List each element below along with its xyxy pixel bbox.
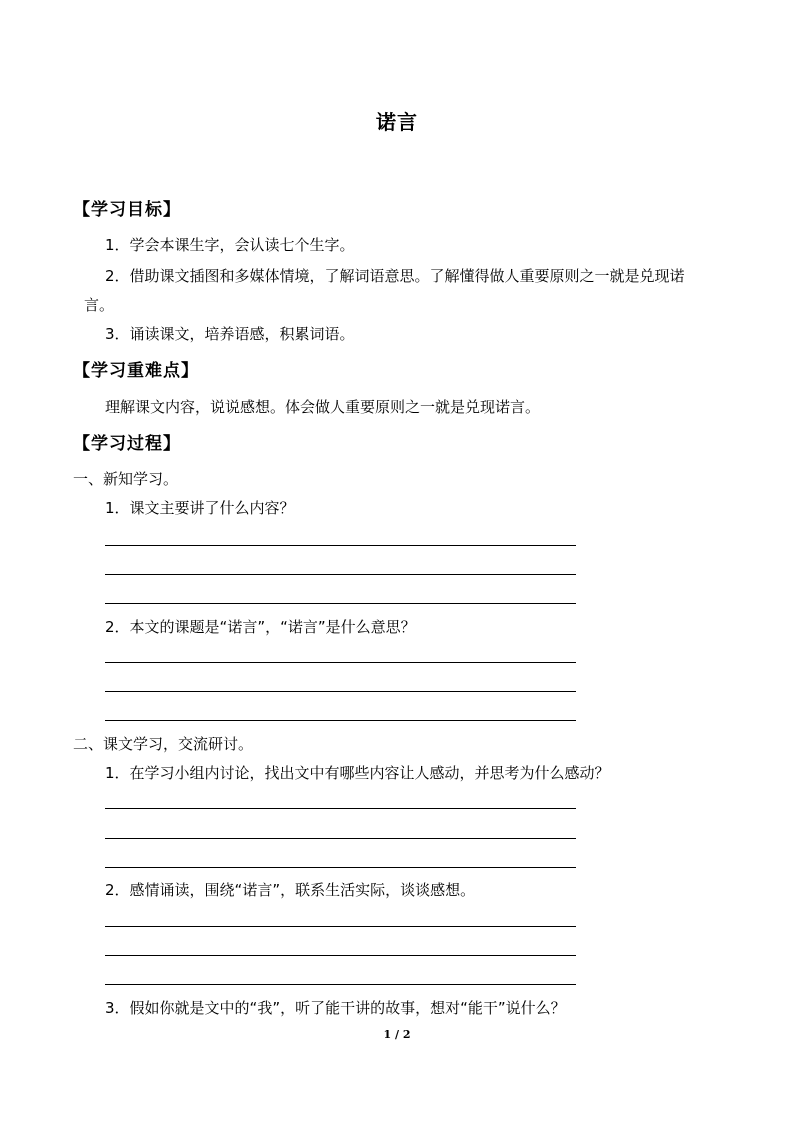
section-heading-key-points: 【学习重难点】 — [73, 361, 199, 381]
answer-line[interactable] — [105, 867, 576, 868]
answer-line[interactable] — [105, 720, 576, 721]
goal-item-2-continued: 言。 — [84, 296, 115, 314]
answer-line[interactable] — [105, 662, 576, 663]
key-points-text: 理解课文内容，说说感想。体会做人重要原则之一就是兑现诺言。 — [105, 398, 541, 416]
part2-question-3: 3．假如你就是文中的“我”，听了能干讲的故事，想对“能干”说什么？ — [105, 999, 566, 1017]
part2-question-2: 2．感情诵读，围绕“诺言”，联系生活实际，谈谈感想。 — [105, 881, 476, 899]
answer-line[interactable] — [105, 603, 576, 604]
goal-item-1: 1．学会本课生字，会认读七个生字。 — [105, 236, 355, 254]
goal-item-3: 3．诵读课文，培养语感，积累词语。 — [105, 325, 355, 343]
answer-line[interactable] — [105, 838, 576, 839]
part1-question-1: 1．课文主要讲了什么内容？ — [105, 499, 295, 517]
answer-line[interactable] — [105, 926, 576, 927]
answer-line[interactable] — [105, 574, 576, 575]
answer-line[interactable] — [105, 691, 576, 692]
section-heading-process: 【学习过程】 — [73, 434, 181, 454]
goal-item-2: 2．借助课文插图和多媒体情境，了解词语意思。了解懂得做人重要原则之一就是兑现诺 — [105, 267, 685, 285]
answer-line[interactable] — [105, 808, 576, 809]
page-number: 1 / 2 — [383, 1028, 411, 1041]
section-heading-goals: 【学习目标】 — [73, 200, 181, 220]
part2-question-1: 1．在学习小组内讨论，找出文中有哪些内容让人感动，并思考为什么感动？ — [105, 764, 610, 782]
page-title: 诺言 — [376, 110, 418, 134]
answer-line[interactable] — [105, 984, 576, 985]
part1-title: 一、新知学习。 — [73, 470, 179, 488]
part1-question-2: 2．本文的课题是“诺言”，“诺言”是什么意思？ — [105, 618, 416, 636]
answer-line[interactable] — [105, 955, 576, 956]
part2-title: 二、课文学习，交流研讨。 — [73, 735, 254, 753]
answer-line[interactable] — [105, 545, 576, 546]
